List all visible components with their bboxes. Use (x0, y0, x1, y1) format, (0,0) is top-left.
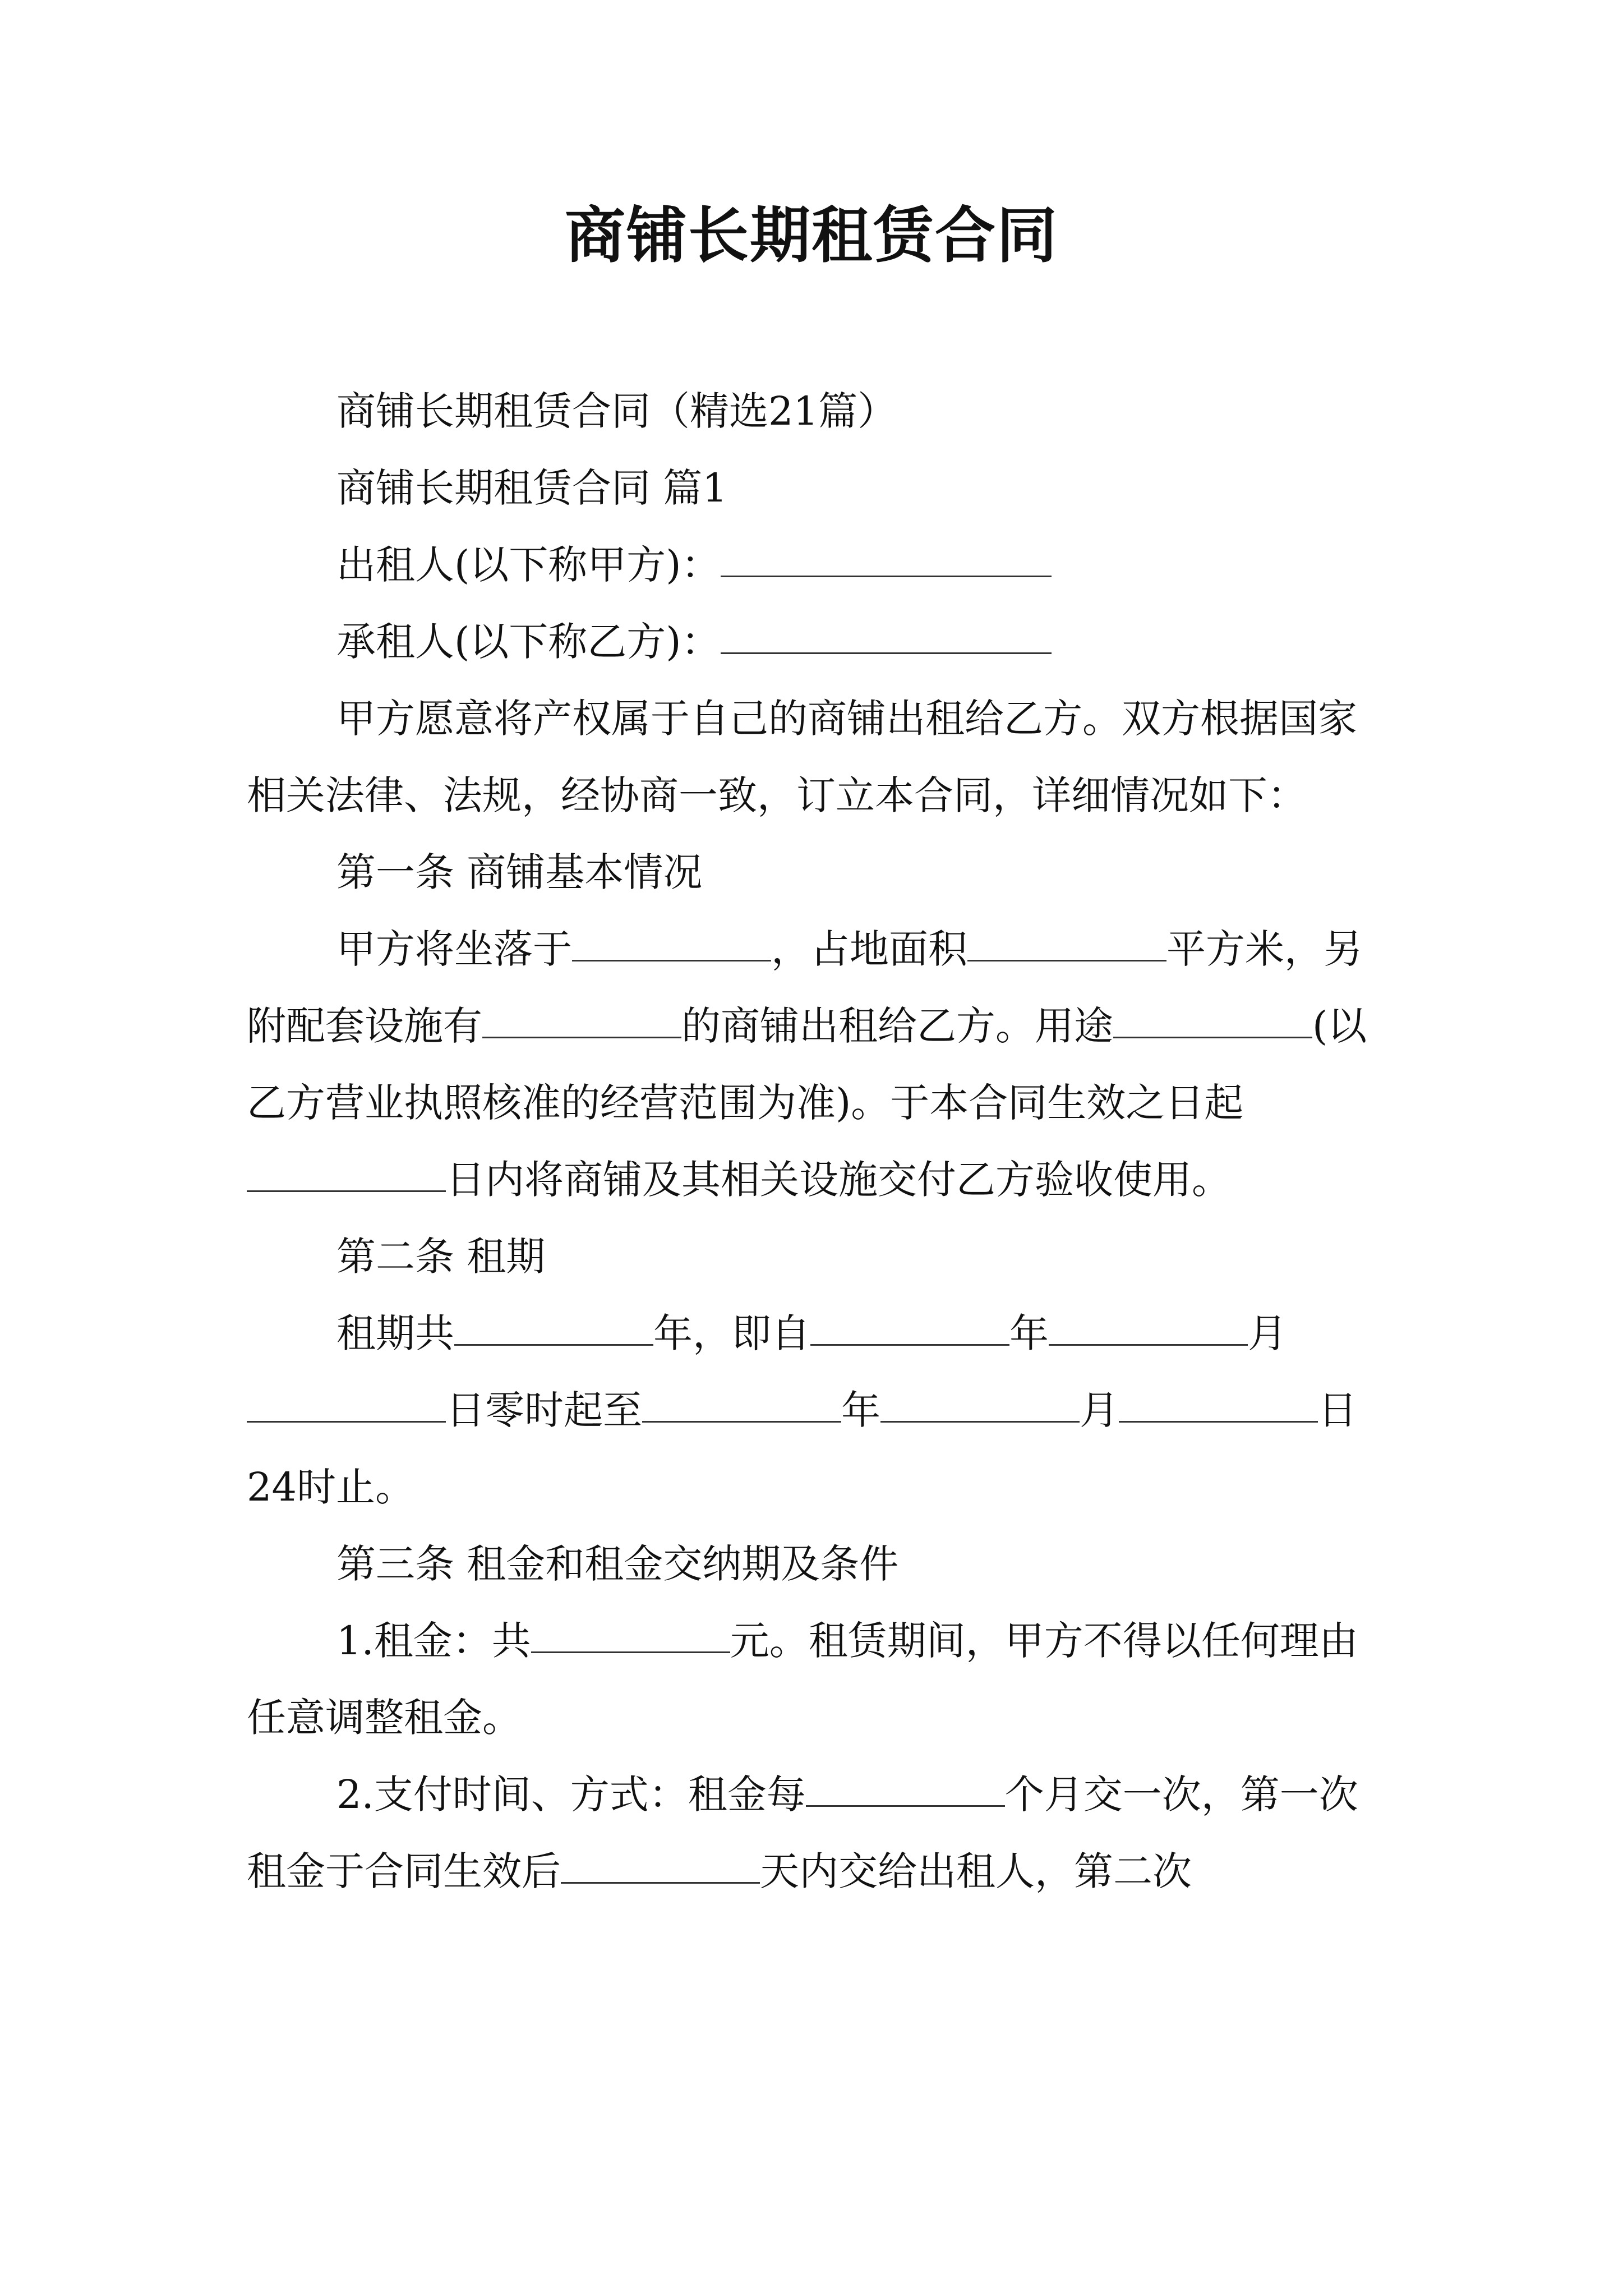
article1-text: 平方米，另附配套设施有 (247, 926, 1363, 1049)
delivery-days-blank (247, 1190, 446, 1192)
article2-text: 日24时止。 (247, 1387, 1357, 1510)
start-day-blank (247, 1421, 446, 1423)
article2-text: 租期共 (336, 1310, 454, 1356)
article3-text: 元。租赁期间，甲方不得以任何理由任意调整租金。 (247, 1618, 1358, 1741)
end-month-blank (880, 1421, 1080, 1423)
lessee-blank (721, 652, 1052, 654)
subtitle: 商铺长期租赁合同（精选21篇） (336, 388, 897, 434)
intro-paragraph: 甲方愿意将产权属于自己的商铺出租给乙方。双方根据国家相关法律、法规，经协商一致，订立本合同，详细情况如下： (247, 696, 1357, 818)
lessor-label: 出租人(以下称甲方)： (336, 542, 721, 588)
document-title: 商铺长期租赁合同 (564, 200, 1058, 271)
article1-text: 日内将商铺及其相关设施交付乙方验收使用。 (446, 1157, 1231, 1203)
article3-text: 天内交给出租人，第二次 (760, 1848, 1192, 1894)
article2-text: 年 (1009, 1310, 1049, 1356)
rent-amount-blank (531, 1651, 730, 1653)
facilities-blank (482, 1037, 681, 1038)
payment-months-blank (806, 1805, 1005, 1807)
article1-heading: 第一条 商铺基本情况 (336, 849, 703, 895)
article1-paragraph (247, 911, 1385, 1218)
end-day-blank (1119, 1421, 1318, 1423)
term-years-blank (454, 1344, 653, 1346)
start-month-blank (1049, 1344, 1248, 1346)
article1-text: 的商铺出租给乙方。用途 (681, 1003, 1113, 1049)
article3-item2 (247, 1756, 1385, 1910)
article3-text: 个月交一次，第一次租金于合同生效后 (247, 1772, 1358, 1894)
first-payment-days-blank (561, 1882, 760, 1884)
location-blank (572, 960, 771, 961)
usage-blank (1113, 1037, 1312, 1038)
lessee-label: 承租人(以下称乙方)： (336, 619, 721, 665)
area-blank (967, 960, 1166, 961)
article2-text: 日零时起至 (446, 1387, 642, 1433)
lessor-blank (721, 576, 1052, 577)
article3-item1 (247, 1603, 1385, 1756)
article3-text: 2.支付时间、方式：租金每 (336, 1772, 806, 1818)
end-year-blank (642, 1421, 841, 1423)
part-heading: 商铺长期租赁合同 篇1 (336, 465, 727, 511)
article2-text: 月 (1080, 1387, 1119, 1433)
article3-text: 1.租金：共 (336, 1618, 531, 1664)
article3-heading: 第三条 租金和租金交纳期及条件 (336, 1541, 899, 1587)
article2-heading: 第二条 租期 (336, 1234, 546, 1280)
start-year-blank (810, 1344, 1009, 1346)
document-body (247, 373, 1385, 1910)
article2-text: 年，即自 (653, 1310, 810, 1356)
lessor-line (247, 527, 1385, 604)
article1-text: ，占地面积 (771, 926, 967, 972)
article1-text: 甲方将坐落于 (336, 926, 572, 972)
article2-text: 月 (1248, 1310, 1287, 1356)
article2-text: 年 (841, 1387, 880, 1433)
article1-text: (以乙方营业执照核准的经营范围为准)。于本合同生效之日起 (247, 1003, 1367, 1126)
article2-paragraph (247, 1295, 1385, 1526)
lessee-line (247, 604, 1385, 680)
